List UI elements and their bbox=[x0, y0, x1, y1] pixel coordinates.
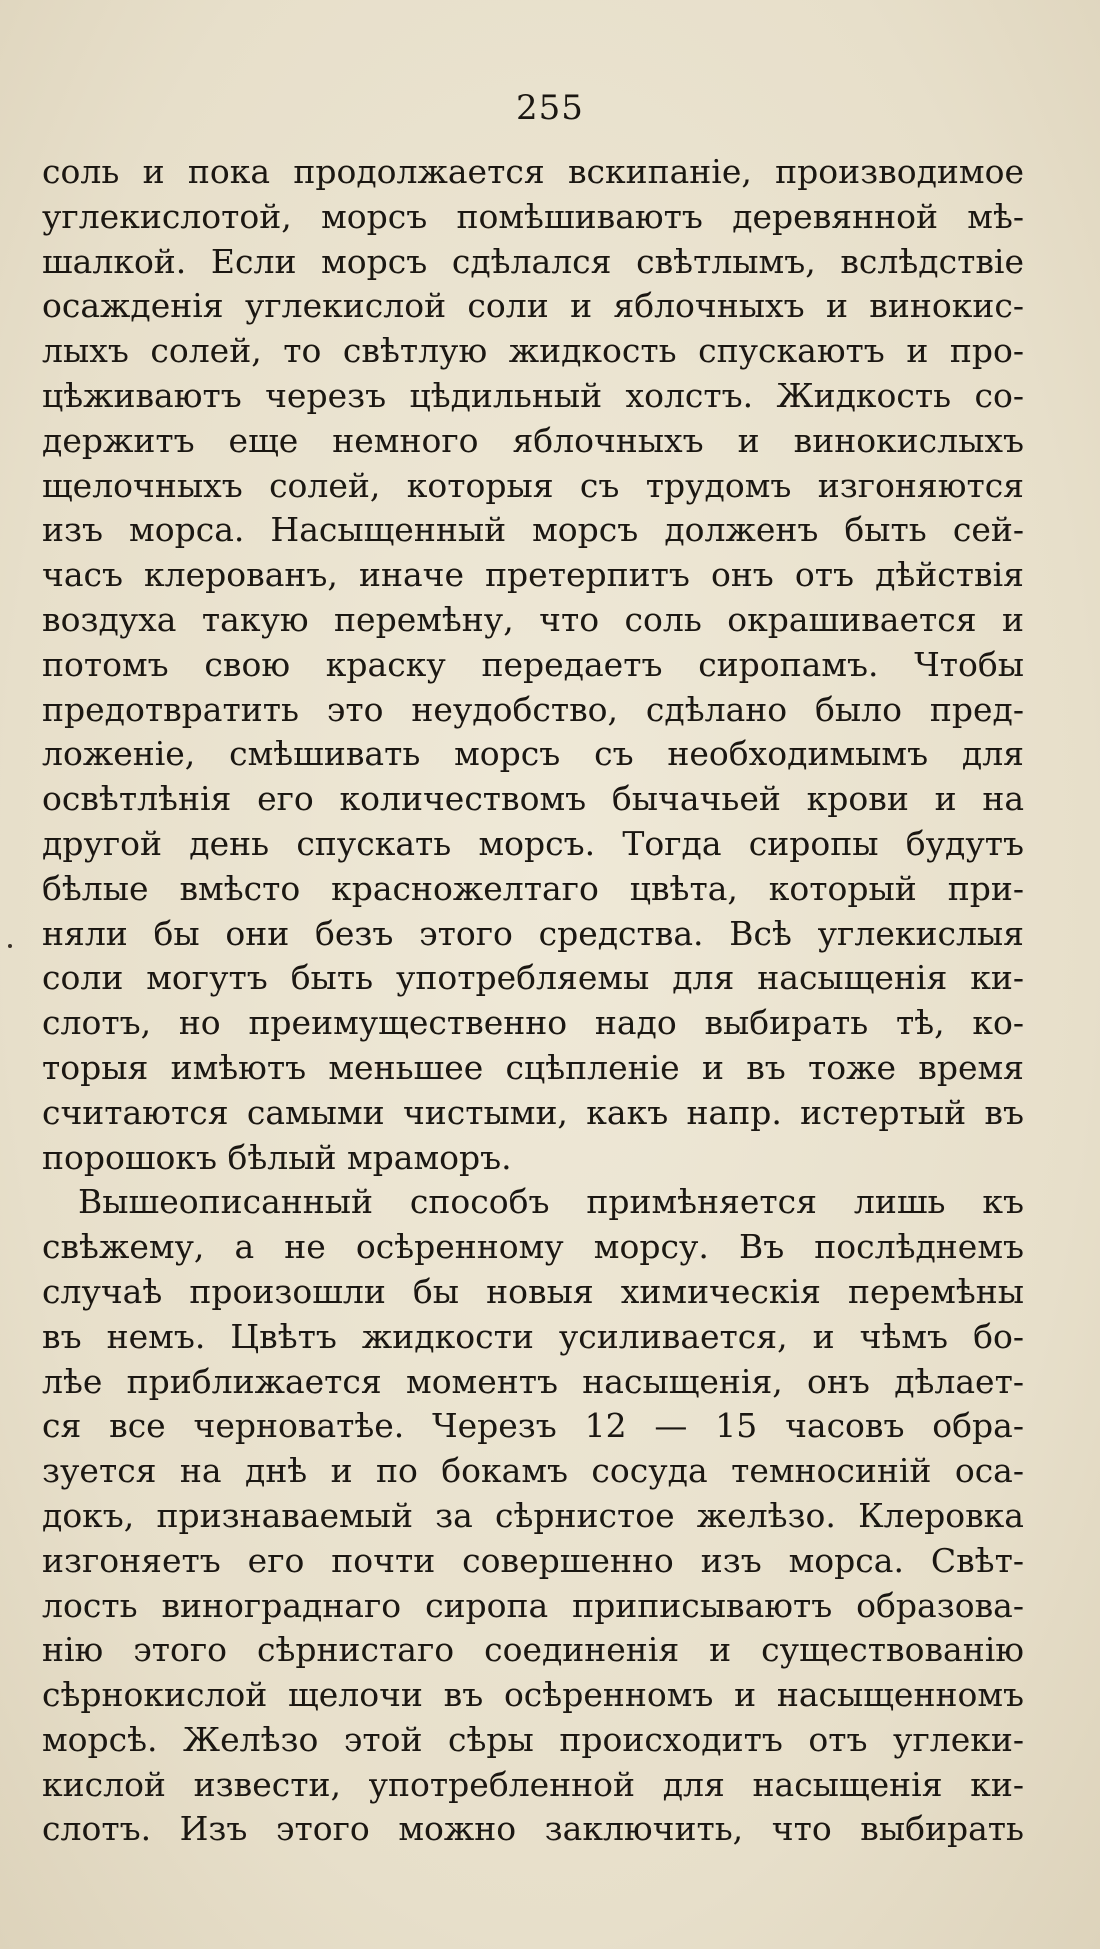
text-line: лѣе приближается моментъ насыщенія, онъ дѣлает- bbox=[42, 1361, 1024, 1401]
text-line: въ немъ. Цвѣтъ жидкости усиливается, и чѣмъ бо- bbox=[42, 1316, 1024, 1356]
text-line: ся все черноватѣе. Черезъ 12 — 15 часовъ обра- bbox=[42, 1406, 1024, 1446]
text-line: сѣрнокислой щелочи въ осѣренномъ и насыщенномъ bbox=[42, 1675, 1024, 1715]
text-line: Вышеописанный способъ примѣняется лишь къ bbox=[78, 1182, 1024, 1222]
page-number: 255 bbox=[516, 88, 584, 128]
text-line: морсѣ. Желѣзо этой сѣры происходитъ отъ углеки- bbox=[42, 1719, 1024, 1759]
text-line: часъ клерованъ, иначе претерпитъ онъ отъ дѣйствія bbox=[42, 555, 1024, 595]
text-line: бѣлые вмѣсто красножелтаго цвѣта, который при- bbox=[42, 868, 1024, 908]
text-line: осажденія углекислой соли и яблочныхъ и винокис- bbox=[42, 286, 1024, 326]
text-line: слотъ. Изъ этого можно заключить, что выбирать bbox=[42, 1809, 1024, 1849]
text-line: воздуха такую перемѣну, что соль окрашивается и bbox=[42, 599, 1024, 639]
text-line: докъ, признаваемый за сѣрнистое желѣзо. Клеровка bbox=[42, 1495, 1024, 1535]
text-line: порошокъ бѣлый мраморъ. bbox=[42, 1137, 512, 1177]
text-line: случаѣ произошли бы новыя химическія перемѣны bbox=[42, 1271, 1024, 1311]
text-line: слотъ, но преимущественно надо выбирать тѣ, ко- bbox=[42, 1003, 1024, 1043]
text-line: другой день спускать морсъ. Тогда сиропы будутъ bbox=[42, 823, 1024, 863]
text-line: кислой извести, употребленной для насыщенія ки- bbox=[42, 1764, 1024, 1804]
text-line: нію этого сѣрнистаго соединенія и существованію bbox=[42, 1630, 1024, 1670]
text-line: потомъ свою краску передаетъ сиропамъ. Чтобы bbox=[42, 644, 1024, 684]
text-line: соль и пока продолжается вскипаніе, производимое bbox=[42, 152, 1024, 191]
ink-speck bbox=[8, 944, 12, 948]
text-line: изгоняетъ его почти совершенно изъ морса. Свѣт- bbox=[42, 1540, 1024, 1580]
text-line: соли могутъ быть употребляемы для насыщенія ки- bbox=[42, 958, 1024, 998]
text-line: изъ морса. Насыщенный морсъ долженъ быть сей- bbox=[42, 510, 1024, 550]
text-line: торыя имѣютъ меньшее сцѣпленіе и въ тоже время bbox=[42, 1047, 1024, 1087]
text-line: углекислотой, морсъ помѣшиваютъ деревянной мѣ- bbox=[42, 196, 1024, 236]
text-line: предотвратить это неудобство, сдѣлано было пред- bbox=[42, 689, 1024, 729]
text-line: лость винограднаго сиропа приписываютъ образова- bbox=[42, 1585, 1024, 1625]
text-line: ложеніе, смѣшивать морсъ съ необходимымъ для bbox=[42, 734, 1024, 774]
text-line: освѣтлѣнія его количествомъ бычачьей крови и на bbox=[42, 779, 1024, 819]
text-line: свѣжему, а не осѣренному морсу. Въ послѣднемъ bbox=[42, 1227, 1024, 1267]
text-line: зуется на днѣ и по бокамъ сосуда темносиній оса- bbox=[42, 1451, 1024, 1491]
text-line: считаются самыми чистыми, какъ напр. истертый въ bbox=[42, 1092, 1024, 1132]
text-line: лыхъ солей, то свѣтлую жидкость спускаютъ и про- bbox=[42, 331, 1024, 371]
text-line: щелочныхъ солей, которыя съ трудомъ изгоняются bbox=[42, 465, 1024, 505]
body-text bbox=[42, 150, 1024, 1852]
text-line: шалкой. Если морсъ сдѣлался свѣтлымъ, вслѣдствіе bbox=[42, 241, 1024, 281]
text-line: держитъ еще немного яблочныхъ и винокислыхъ bbox=[42, 420, 1024, 460]
text-line: цѣживаютъ черезъ цѣдильный холстъ. Жидкость со- bbox=[42, 375, 1024, 415]
text-line: няли бы они безъ этого средства. Всѣ углекислыя bbox=[42, 913, 1024, 953]
